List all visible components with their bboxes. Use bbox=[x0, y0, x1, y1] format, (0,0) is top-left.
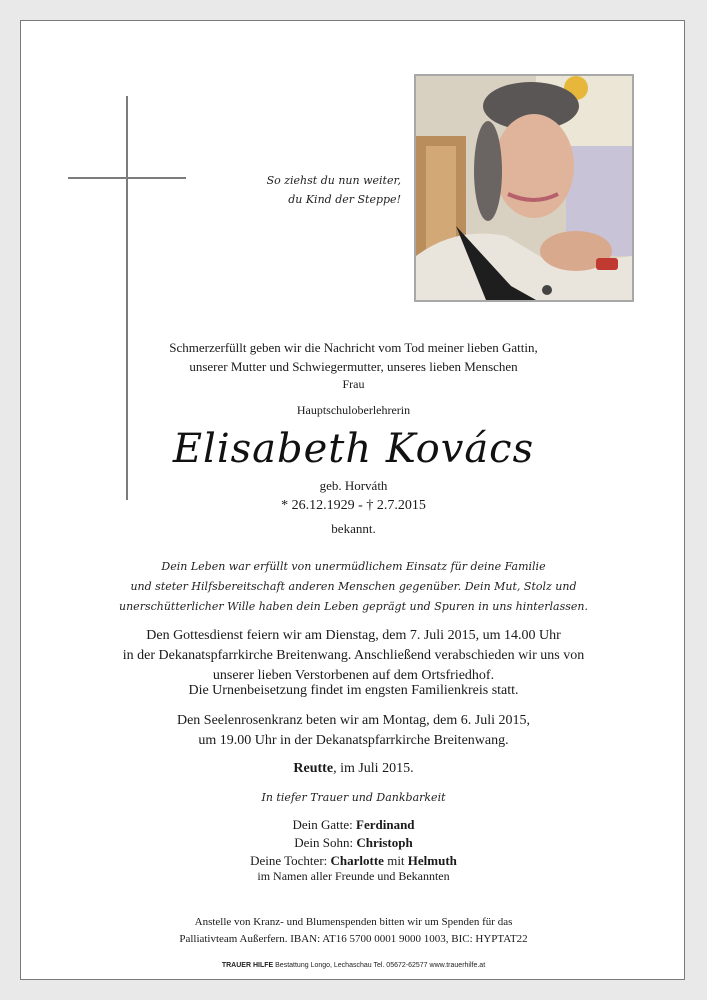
daughter-label: Deine Tochter: bbox=[250, 853, 331, 868]
place-date bbox=[21, 761, 686, 777]
portrait-photo bbox=[414, 74, 634, 302]
announcement-line-2: unserer Mutter und Schwiegermutter, unseres lieben Menschen bbox=[189, 359, 518, 374]
footer-brand: TRAUER HILFE bbox=[221, 962, 274, 969]
portrait-illustration bbox=[416, 76, 632, 300]
cross-horizontal bbox=[68, 177, 186, 179]
daughter-partner-name: Helmuth bbox=[407, 853, 457, 868]
family-list bbox=[21, 816, 686, 870]
service-line-1: Den Gottesdienst feiern wir am Dienstag, dem 7. Juli 2015, um 14.00 Uhr bbox=[146, 628, 561, 643]
rosary-line-2: um 19.00 Uhr in der Dekanatspfarrkirche Breitenwang. bbox=[198, 733, 509, 748]
place-date-text: , im Juli 2015. bbox=[333, 761, 414, 776]
family-son bbox=[21, 834, 686, 852]
announcement bbox=[21, 338, 686, 376]
quote bbox=[221, 171, 401, 209]
announcement-line-1: Schmerzerfüllt geben wir die Nachricht vom Tod meiner lieben Gattin, bbox=[169, 340, 538, 355]
birth-name: geb. Horváth bbox=[319, 478, 388, 493]
son-name: Christoph bbox=[356, 835, 413, 850]
deceased-name: Elisabeth Kovács bbox=[172, 426, 535, 472]
profession: Hauptschuloberlehrerin bbox=[296, 403, 411, 417]
family-spouse bbox=[21, 816, 686, 834]
rosary-info bbox=[21, 711, 686, 751]
daughter-and: mit bbox=[383, 853, 408, 868]
family-daughter bbox=[21, 852, 686, 870]
life-dates: * 26.12.1929 - † 2.7.2015 bbox=[281, 498, 426, 513]
quote-line-1: So ziehst du nun weiter, bbox=[266, 174, 401, 187]
salutation: Frau bbox=[342, 377, 365, 391]
tribute-line-3: unerschütterlicher Wille haben dein Leben geprägt und Spuren in uns hinterlassen. bbox=[119, 600, 588, 613]
service-line-3: unserer lieben Verstorbenen auf dem Ortsfriedhof. bbox=[212, 668, 495, 683]
announced-text: bekannt. bbox=[331, 521, 376, 536]
quote-line-2: du Kind der Steppe! bbox=[288, 193, 401, 206]
donation-line-1: Anstelle von Kranz- und Blumenspenden bitten wir um Spenden für das bbox=[194, 916, 513, 928]
tribute-line-2: und steter Hilfsbereitschaft anderen Menschen gegenüber. Dein Mut, Stolz und bbox=[130, 580, 577, 593]
footer bbox=[21, 962, 686, 969]
spouse-name: Ferdinand bbox=[356, 817, 415, 832]
donation-line-2: Palliativteam Außerfern. IBAN: AT16 5700 0001 9000 1003, BIC: HYPTAT22 bbox=[179, 933, 528, 945]
son-label: Dein Sohn: bbox=[294, 835, 357, 850]
urn-info: Die Urnenbeisetzung findet im engsten Familienkreis statt. bbox=[188, 683, 519, 698]
tribute-line-1: Dein Leben war erfüllt von unermüdlichem Einsatz für deine Familie bbox=[161, 560, 546, 573]
tribute bbox=[21, 557, 686, 617]
service-info bbox=[21, 626, 686, 686]
daughter-name: Charlotte bbox=[330, 853, 384, 868]
place: Reutte bbox=[293, 761, 334, 776]
footer-details: Bestattung Longo, Lechaschau Tel. 05672-62577 www.trauerhilfe.at bbox=[273, 962, 486, 969]
mourning-line: In tiefer Trauer und Dankbarkeit bbox=[261, 791, 446, 804]
donation-info bbox=[21, 914, 686, 948]
spouse-label: Dein Gatte: bbox=[292, 817, 357, 832]
service-line-2: in der Dekanatspfarrkirche Breitenwang. Anschließend verabschieden wir uns von bbox=[122, 648, 585, 663]
obituary-card bbox=[20, 20, 685, 980]
rosary-line-1: Den Seelenrosenkranz beten wir am Montag, dem 6. Juli 2015, bbox=[176, 713, 531, 728]
friends-line: im Namen aller Freunde und Bekannten bbox=[257, 869, 450, 883]
